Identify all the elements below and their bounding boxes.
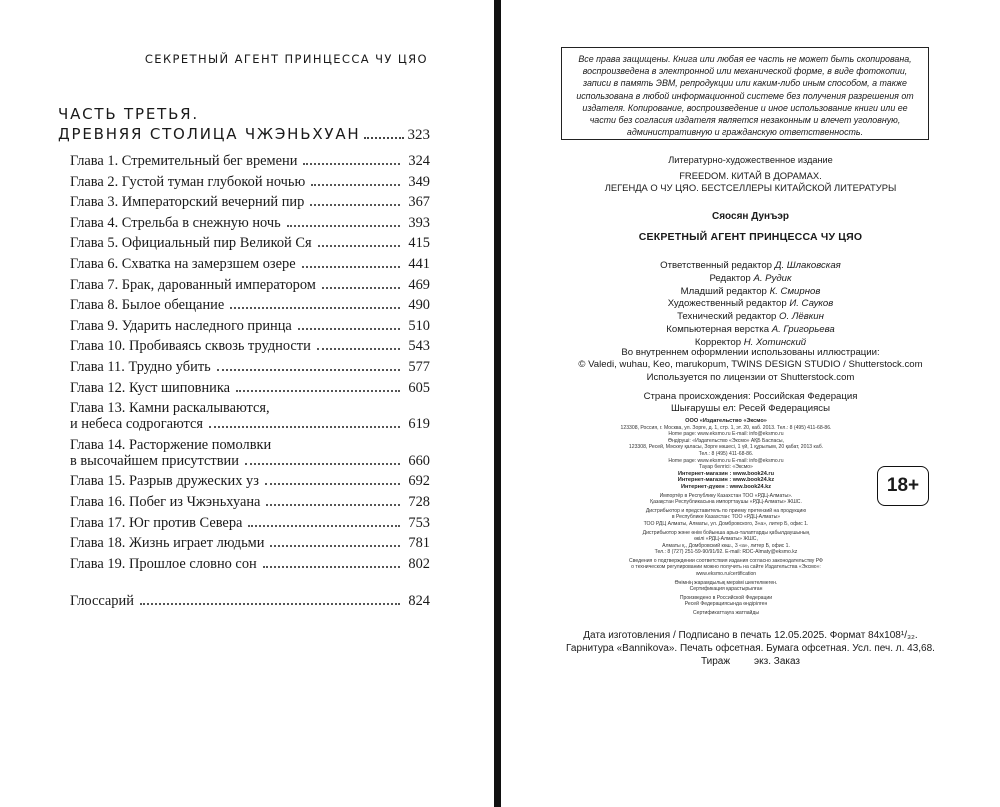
toc-entry[interactable] xyxy=(70,437,430,469)
staff-name: А. Рудик xyxy=(753,272,792,284)
toc-entry-title: Глава 9. Ударить наследного принца xyxy=(70,317,292,334)
toc-entry-page: 349 xyxy=(408,173,430,190)
publisher-line: ТОО РДЦ Алматы, Алматы, ул. Домбровского, 3«а», литер Б, офис 1. xyxy=(643,520,809,527)
page-gutter xyxy=(494,0,501,807)
publisher-line: о техническом регулировании можно получить на сайте Издательства «Эксмо»: xyxy=(631,564,821,571)
publisher-line: в Республике Казахстан: ТОО «РДЦ-Алматы» xyxy=(671,514,781,521)
toc-entry-page: 692 xyxy=(408,473,430,490)
staff-name: Н. Хотинский xyxy=(743,336,807,348)
toc-entry[interactable] xyxy=(70,556,430,572)
toc-entry-page: 728 xyxy=(408,493,430,510)
toc-entry[interactable] xyxy=(70,380,430,396)
series-title xyxy=(501,170,1000,194)
imprint-type: Литературно-художественное издание xyxy=(668,155,833,165)
toc-entry[interactable] xyxy=(70,473,430,489)
toc-entry-title: Глоссарий xyxy=(70,593,134,610)
toc-entry[interactable] xyxy=(70,297,430,313)
toc-entry-title: Глава 10. Пробиваясь сквозь трудности xyxy=(70,338,311,355)
part-title-line1: ЧАСТЬ ТРЕТЬЯ. xyxy=(58,105,199,123)
origin-line2: Шығарушы ел: Ресей Федерациясы xyxy=(671,403,830,415)
publisher-line: Тел.: 8 (495) 411-68-86. xyxy=(698,450,754,457)
age-rating-badge: 18+ xyxy=(877,466,929,506)
copyright-notice: Все права защищены. Книга или любая ее часть не может быть скопирована, воспроизведена в электронной или механической форме, в виде фотокопии, записи в память ЭВМ, репродукции или каким-либо иным способом, а также использована в любой информационной системе без получения разрешения от издателя. Копирование, воспроизведение и иное использование книги или ее части без согласия издателя является незаконным и влечет уголовную, административную и гражданскую ответственность. xyxy=(561,47,929,140)
publisher-line: Сертификация қарастырылған xyxy=(689,586,763,593)
publisher-line: Сведения о подтверждении соответствия издания согласно законодательству РФ xyxy=(629,557,823,564)
staff-line xyxy=(501,324,1000,337)
toc-entry-page: 802 xyxy=(408,555,430,572)
illustrations-line3: Используется по лицензии от Shutterstock.com xyxy=(646,371,855,383)
staff-role: Ответственный редактор xyxy=(660,260,773,271)
toc-entry[interactable] xyxy=(70,338,430,354)
toc-entry-title: Глава 19. Прошлое словно сон xyxy=(70,555,257,572)
toc-entry-page: 824 xyxy=(408,593,430,610)
running-head: СЕКРЕТНЫЙ АГЕНТ ПРИНЦЕССА ЧУ ЦЯО xyxy=(144,52,428,66)
dot-leader xyxy=(364,137,403,139)
toc-entry[interactable] xyxy=(70,359,430,375)
dot-leader xyxy=(245,463,400,465)
toc-entry-title: Глава 18. Жизнь играет людьми xyxy=(70,535,265,552)
publisher-line: Тел.: 8 (727) 251-59-90/91/92. E-mail: RDC-Almaty@eksmo.kz xyxy=(654,549,798,556)
left-page xyxy=(0,0,494,807)
toc-entry[interactable] xyxy=(70,235,430,251)
toc-entry-page: 660 xyxy=(408,452,430,469)
publisher-line: Дистрибьютор және өнім бойынша арыз-талаптарды қабылдаушының xyxy=(642,529,810,536)
dot-leader xyxy=(140,603,400,605)
toc-entry-title: Глава 7. Брак, дарованный императором xyxy=(70,276,316,293)
illustrations-line1: Во внутреннем оформлении использованы иллюстрации: xyxy=(621,347,880,358)
toc-entry-title: Глава 5. Официальный пир Великой Ся xyxy=(70,235,312,252)
part-title-row xyxy=(58,124,430,145)
toc-entry-page: 781 xyxy=(408,535,430,552)
staff-name: И. Сауков xyxy=(789,298,834,310)
publisher-info xyxy=(611,418,841,617)
staff-line xyxy=(501,260,1000,273)
toc-entry[interactable] xyxy=(70,535,430,551)
staff-name: А. Григорьева xyxy=(771,323,835,335)
part-page-number: 323 xyxy=(407,127,430,143)
dot-leader xyxy=(236,390,400,392)
staff-credits xyxy=(501,260,1000,350)
print-line1: Дата изготовления / Подписано в печать 12.05.2025. Формат 84x108¹/₃₂. xyxy=(583,630,918,641)
publisher-line: Тауар белгісі: «Эксмо» xyxy=(699,464,753,471)
author: Сяосян Дунъэр xyxy=(711,211,790,222)
dot-leader xyxy=(302,266,400,268)
toc-entry[interactable] xyxy=(70,215,430,231)
staff-role: Младший редактор xyxy=(680,285,767,297)
publisher-line: ООО «Издательство «Эксмо» xyxy=(685,418,767,424)
dot-leader xyxy=(270,545,400,547)
publisher-line: www.eksmo.ru/certification xyxy=(695,571,757,578)
toc-entry-page: 543 xyxy=(408,338,430,355)
print-info xyxy=(501,630,1000,668)
toc-entry-title: Глава 4. Стрельба в снежную ночь xyxy=(70,214,281,231)
staff-line xyxy=(501,286,1000,299)
publisher-line: Алматы қ., Домбровский көш., 3 «а», литер Б, офис 1. xyxy=(662,542,790,549)
staff-line xyxy=(501,311,1000,324)
toc-entry-title-line2: и небеса содрогаются xyxy=(70,416,204,433)
publisher-line: Сертификаттауға жатпайды xyxy=(692,610,760,617)
toc-entry[interactable] xyxy=(70,194,430,210)
toc-entry-title: Глава 15. Разрыв дружеских уз xyxy=(70,473,259,490)
toc-entry-page: 393 xyxy=(408,214,430,231)
toc-entry-page: 367 xyxy=(408,194,430,211)
toc-entry-page: 415 xyxy=(408,235,430,252)
series-line1: FREEDOM. КИТАЙ В ДОРАМАХ. xyxy=(679,170,822,181)
toc-entry-title-line2: в высочайшем присутствии xyxy=(70,452,239,469)
staff-role: Корректор xyxy=(694,336,742,348)
staff-role: Технический редактор xyxy=(677,311,777,323)
toc-entry[interactable] xyxy=(70,515,430,531)
toc-entry-title: Глава 14. Расторжение помолвки xyxy=(70,436,272,453)
toc-entry-page: 441 xyxy=(408,255,430,272)
publisher-line: Интернет-дүкен : www.book24.kz xyxy=(680,483,772,490)
dot-leader xyxy=(311,184,400,186)
series-line2: ЛЕГЕНДА О ЧУ ЦЯО. БЕСТСЕЛЛЕРЫ КИТАЙСКОЙ ЛИТЕРАТУРЫ xyxy=(604,182,897,193)
dot-leader xyxy=(230,307,400,309)
publisher-line: Ресей Федерациясында өндірілген xyxy=(684,601,768,608)
staff-line xyxy=(501,273,1000,286)
dot-leader xyxy=(265,483,400,485)
publisher-line: Өнімнің жарамдылық мерзімі шектелмеген. xyxy=(674,579,778,586)
dot-leader xyxy=(248,525,400,527)
toc-entry-title: Глава 17. Юг против Севера xyxy=(70,514,243,531)
toc-entry-page: 490 xyxy=(408,297,430,314)
toc-entry-title: Глава 12. Куст шиповника xyxy=(70,379,231,396)
staff-name: О. Лёвкин xyxy=(779,311,824,323)
dot-leader xyxy=(310,204,400,206)
publisher-line: Home page: www.eksmo.ru E-mail: info@eksmo.ru xyxy=(668,457,784,464)
illustrations-credit xyxy=(501,347,1000,384)
staff-role: Редактор xyxy=(709,272,751,284)
print-line2: Гарнитура «Bannikova». Печать офсетная. Бумага офсетная. Усл. печ. л. 43,68. xyxy=(566,642,935,654)
dot-leader xyxy=(298,328,400,330)
dot-leader xyxy=(263,566,400,568)
staff-role: Компьютерная верстка xyxy=(666,323,770,335)
toc-entry-page: 605 xyxy=(408,379,430,396)
publisher-line: 123308, Россия, г. Москва, ул. Зорге, д. 1, стр. 1, эт. 20, каб. 2013. Тел.: 8 (495) 411-68-86. xyxy=(620,424,832,431)
dot-leader xyxy=(266,504,400,506)
toc-entry[interactable] xyxy=(70,277,430,293)
part-title-line2: ДРЕВНЯЯ СТОЛИЦА ЧЖЭНЬХУАН xyxy=(58,125,361,143)
illustrations-line2: © Valedi, wuhau, Keo, marukopum, TWINS DESIGN STUDIO / Shutterstock.com xyxy=(578,359,923,371)
toc-entry[interactable] xyxy=(70,174,430,190)
print-line3 xyxy=(501,656,1000,669)
publisher-line: Интернет-магазин : www.book24.kz xyxy=(677,477,775,484)
toc-entry-title: Глава 13. Камни раскалываются, xyxy=(70,400,270,417)
publisher-line: өкілі «РДЦ-Алматы» ЖШС, xyxy=(694,536,758,543)
publisher-line: Қазақстан Республикасына импорттаушы «РДЦ-Алматы» ЖШС. xyxy=(650,499,802,506)
toc-entry-page: 619 xyxy=(408,416,430,433)
order-label: экз. Заказ xyxy=(754,655,801,667)
toc-entry[interactable] xyxy=(70,318,430,334)
toc-spacer xyxy=(70,576,430,593)
publisher-line: Дистрибьютор и представитель по приему претензий на продукцию xyxy=(645,507,807,514)
circulation-label: Тираж xyxy=(700,655,731,667)
staff-name: Д. Шлаковская xyxy=(774,260,841,271)
dot-leader xyxy=(287,225,400,227)
origin-line1: Страна происхождения: Российская Федерация xyxy=(643,391,858,402)
toc-entry-page: 469 xyxy=(408,276,430,293)
toc-entry-page: 753 xyxy=(408,514,430,531)
toc-entry-page: 510 xyxy=(408,317,430,334)
country-of-origin xyxy=(501,391,1000,416)
staff-role: Художественный редактор xyxy=(667,298,787,310)
toc-entry-title: Глава 3. Императорский вечерний пир xyxy=(70,194,305,211)
publisher-line: Произведено в Российской Федерации xyxy=(679,594,773,601)
publisher-line: 123308, Ресей, Мәскеу қаласы, Зорге көшесі, 1 үй, 1 құрылым, 20 қабат, 2013 каб. xyxy=(628,444,824,451)
toc-entry[interactable] xyxy=(70,256,430,272)
toc-entry[interactable] xyxy=(70,400,430,432)
publisher-line: Home page: www.eksmo.ru E-mail: info@eksmo.ru xyxy=(668,431,784,438)
table-of-contents xyxy=(70,153,430,614)
publisher-line: Интернет-магазин : www.book24.ru xyxy=(677,470,775,477)
toc-entry-title: Глава 11. Трудно убить xyxy=(70,358,211,375)
toc-entry-page: 324 xyxy=(408,153,430,169)
dot-leader xyxy=(303,163,400,165)
toc-entry-title: Глава 16. Побег из Чжэньхуана xyxy=(70,493,261,510)
publisher-line: Өндіруші: «Издательство «Эксмо» АҚБ Баспасы, xyxy=(668,437,784,444)
dot-leader xyxy=(209,426,400,428)
staff-line xyxy=(501,298,1000,311)
dot-leader xyxy=(318,245,400,247)
toc-entry-title: Глава 2. Густой туман глубокой ночью xyxy=(70,173,306,190)
book-title: СЕКРЕТНЫЙ АГЕНТ ПРИНЦЕССА ЧУ ЦЯО xyxy=(638,231,863,243)
dot-leader xyxy=(217,369,400,371)
toc-entry-glossary[interactable] xyxy=(70,593,430,609)
dot-leader xyxy=(317,348,400,350)
staff-name: К. Смирнов xyxy=(769,285,821,297)
toc-entry[interactable] xyxy=(70,494,430,510)
part-title xyxy=(58,104,430,145)
publisher-line: Импортёр в Республику Казахстан ТОО «РДЦ-Алматы». xyxy=(659,492,793,499)
toc-entry[interactable] xyxy=(70,153,430,169)
toc-entry-title: Глава 1. Стремительный бег времени xyxy=(70,153,298,169)
dot-leader xyxy=(322,287,400,289)
toc-entry-title: Глава 8. Былое обещание xyxy=(70,297,225,314)
toc-entry-page: 577 xyxy=(408,358,430,375)
toc-entry-title: Глава 6. Схватка на замерзшем озере xyxy=(70,255,296,272)
